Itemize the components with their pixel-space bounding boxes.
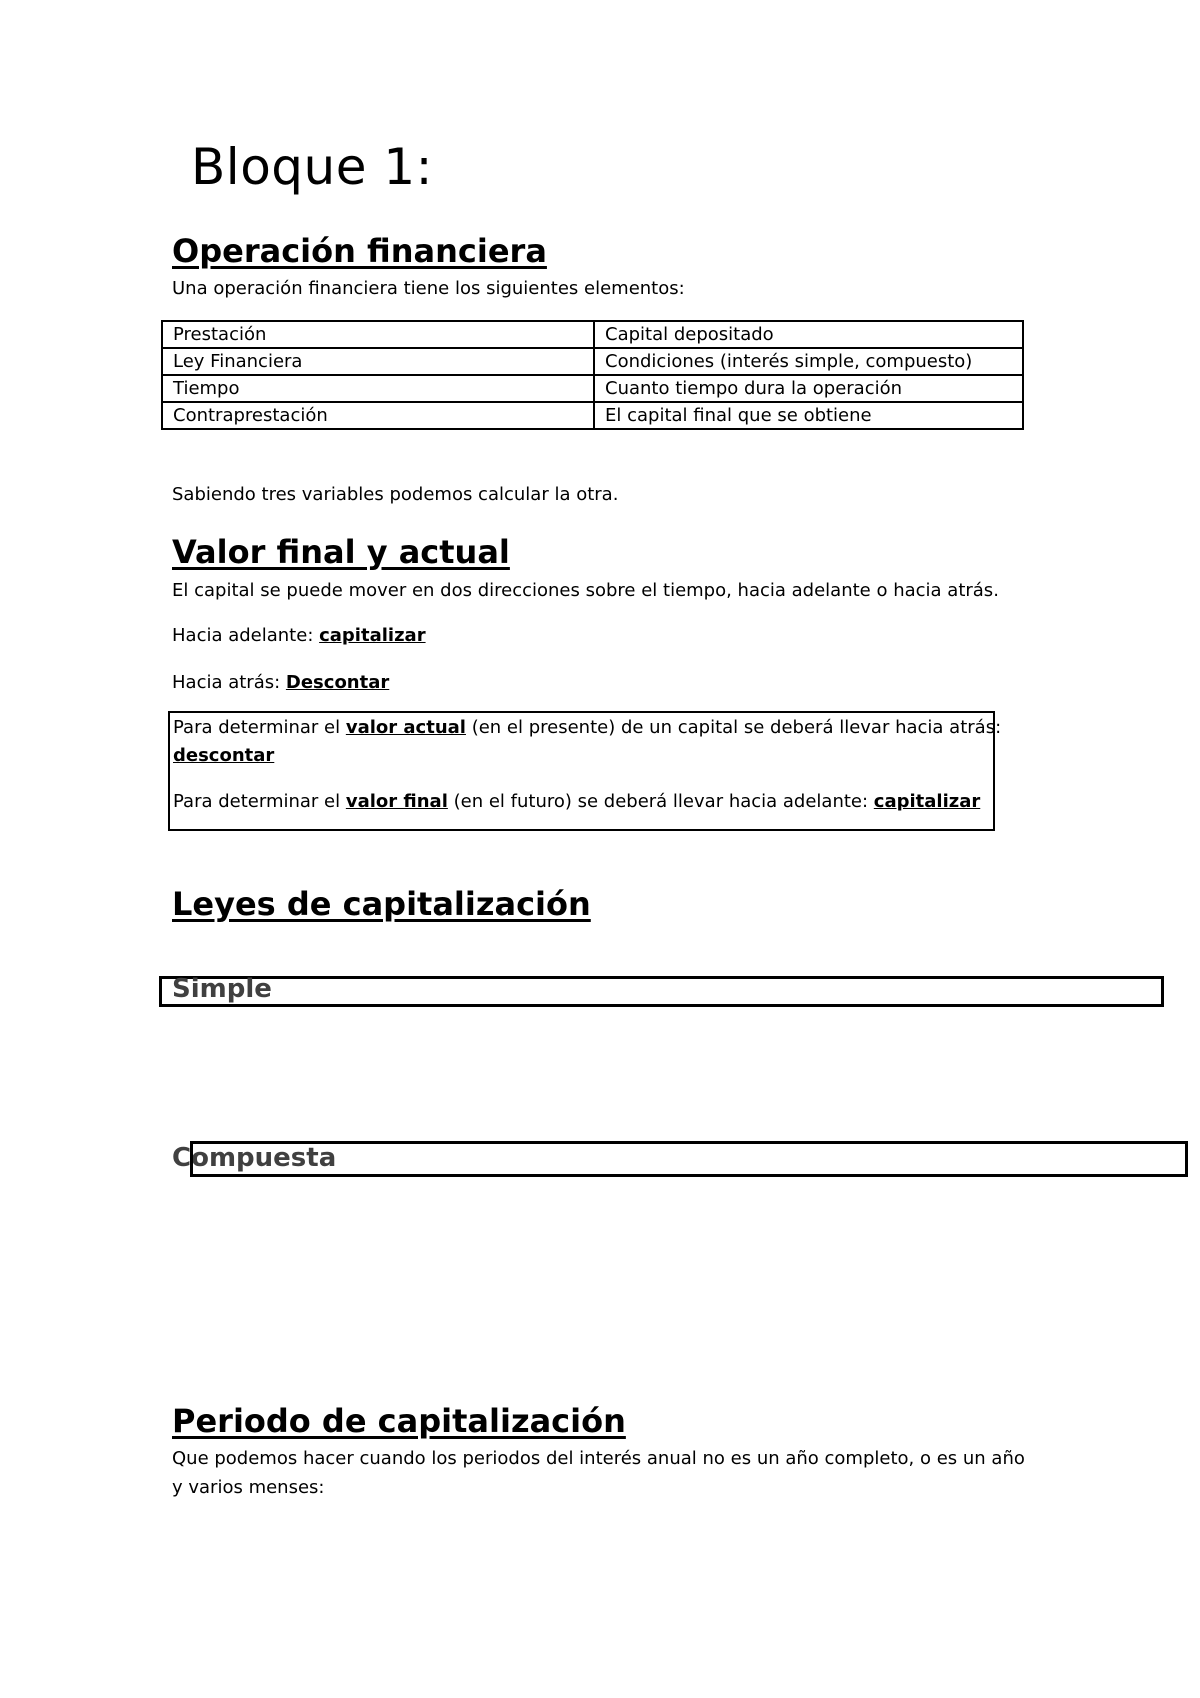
intro-operacion: Una operación financiera tiene los siguientes elementos:: [172, 278, 685, 299]
table-cell-element: Ley Financiera: [162, 348, 594, 375]
definition-line-actual: [173, 717, 1001, 739]
heading-leyes-capitalizacion: Leyes de capitalización: [172, 885, 591, 923]
intro-valor: El capital se puede mover en dos direcciones sobre el tiempo, hacia adelante o hacia atrás.: [172, 580, 999, 601]
table-cell-description: Cuanto tiempo dura la operación: [594, 375, 1023, 402]
definition-text: Para determinar el: [173, 717, 346, 738]
term-capitalizar: capitalizar: [873, 791, 981, 812]
periodo-text-line2: y varios menses:: [172, 1477, 325, 1498]
table-row: [162, 375, 1023, 402]
table-row: [162, 321, 1023, 348]
definition-line-actual-end: [173, 745, 274, 767]
heading-operacion-financiera: Operación financiera: [172, 232, 547, 270]
simple-frame: [159, 976, 1164, 1007]
backward-term: Descontar: [285, 672, 390, 693]
table-row: [162, 348, 1023, 375]
definition-text: Para determinar el: [173, 791, 346, 812]
definition-box: [168, 711, 1002, 831]
table-cell-element: Tiempo: [162, 375, 594, 402]
forward-term: capitalizar: [319, 625, 426, 646]
table-row: [162, 402, 1023, 429]
definition-line-final: [173, 791, 980, 813]
term-valor-actual: valor actual: [345, 717, 466, 738]
forward-line: [172, 625, 426, 647]
periodo-text-line1: Que podemos hacer cuando los periodos del interés anual no es un año completo, o es un año: [172, 1448, 1025, 1469]
term-descontar: descontar: [173, 745, 275, 766]
backward-label: Hacia atrás:: [172, 672, 286, 693]
backward-line: [172, 672, 389, 694]
table-cell-description: El capital final que se obtiene: [594, 402, 1023, 429]
subheading-simple: Simple: [172, 974, 272, 1004]
term-valor-final: valor final: [345, 791, 448, 812]
table-cell-element: Contraprestación: [162, 402, 594, 429]
table-cell-description: Capital depositado: [594, 321, 1023, 348]
table-cell-description: Condiciones (interés simple, compuesto): [594, 348, 1023, 375]
heading-valor-final-actual: Valor final y actual: [172, 533, 510, 571]
note-variables: Sabiendo tres variables podemos calcular la otra.: [172, 484, 619, 505]
definition-text: (en el futuro) se deberá llevar hacia adelante:: [447, 791, 874, 812]
elements-table: [161, 320, 1024, 430]
compuesta-frame: [190, 1141, 1188, 1177]
table-cell-element: Prestación: [162, 321, 594, 348]
forward-label: Hacia adelante:: [172, 625, 320, 646]
definition-text: (en el presente) de un capital se deberá llevar hacia atrás:: [465, 717, 1002, 738]
heading-periodo-capitalizacion: Periodo de capitalización: [172, 1402, 626, 1440]
page-title: Bloque 1:: [191, 138, 434, 196]
subheading-compuesta: Compuesta: [172, 1143, 337, 1173]
